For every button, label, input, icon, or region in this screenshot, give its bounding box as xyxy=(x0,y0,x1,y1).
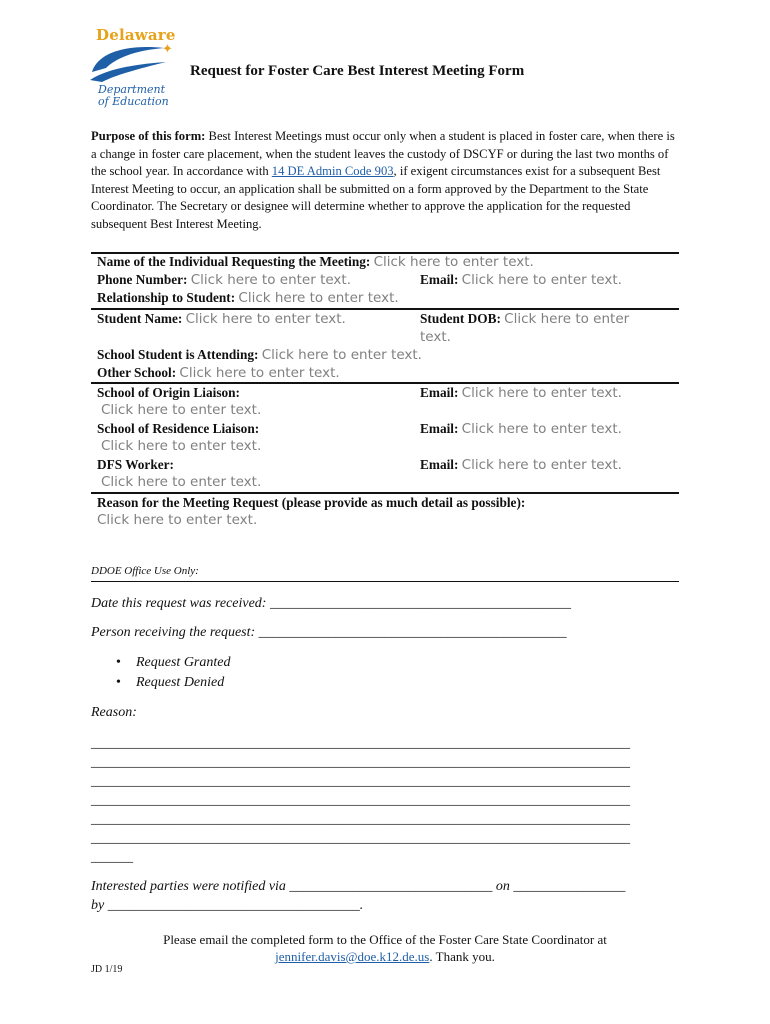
reason-line: _____________________________________________________________________________ xyxy=(91,736,630,751)
student-name-label: Student Name: xyxy=(97,311,183,326)
purpose-text-1: Best Interest Meetings must occur only when a student is placed in foster care, when there is a change in foster care placement, when the student leaves the custody of DSCYF or during the last two months of the school year. In accordance with xyxy=(91,129,675,178)
request-granted-item xyxy=(116,655,230,671)
star-icon: ✦ xyxy=(162,41,173,56)
residence-liaison-label-row xyxy=(97,421,259,437)
origin-liaison-label: School of Origin Liaison: xyxy=(97,385,240,400)
purpose-text-2: , if exigent circumstances exist for a subsequent Best Interest Meeting to occur, an application shall be submitted on a form approved by the Department to the State Coordinator. The Secretary or designee will determine whether to approve the application for the requested subsequent Best Interest Meeting. xyxy=(91,164,661,231)
phone-input[interactable]: Click here to enter text. xyxy=(190,272,352,288)
footer-instructions xyxy=(91,931,679,965)
request-denied-label: Request Denied xyxy=(136,675,225,690)
delaware-doe-logo xyxy=(88,24,178,110)
student-dob-row xyxy=(420,311,629,327)
dfs-email-input[interactable]: Click here to enter text. xyxy=(461,457,622,473)
notified-by-line: by ____________________________________. xyxy=(91,898,364,913)
request-denied-item xyxy=(116,675,224,691)
page-title: Request for Foster Care Best Interest Meeting Form xyxy=(190,63,525,79)
office-divider xyxy=(91,581,679,582)
reason-line: _____________________________________________________________________________ xyxy=(91,755,630,770)
residence-email-row xyxy=(420,421,622,437)
dfs-worker-input[interactable]: Click here to enter text. xyxy=(101,474,262,490)
date-received-line: Date this request was received: ___________________________________________ xyxy=(91,596,571,611)
coordinator-email-link[interactable]: jennifer.davis@doe.k12.de.us xyxy=(275,949,430,964)
reason-line: _____________________________________________________________________________ xyxy=(91,793,630,808)
revision-code: JD 1/19 xyxy=(91,964,123,975)
bullet-icon: • xyxy=(116,675,121,690)
section-divider xyxy=(91,492,679,494)
origin-email-row xyxy=(420,385,622,401)
email-label: Email: xyxy=(420,272,459,287)
relationship-row xyxy=(97,290,399,306)
origin-email-input[interactable]: Click here to enter text. xyxy=(461,385,622,401)
phone-label: Phone Number: xyxy=(97,272,188,287)
reason-line: _____________________________________________________________________________ xyxy=(91,812,630,827)
residence-email-input[interactable]: Click here to enter text. xyxy=(461,421,622,437)
section-divider xyxy=(91,308,679,310)
origin-liaison-label-row xyxy=(97,385,240,401)
relationship-input[interactable]: Click here to enter text. xyxy=(238,290,399,306)
reason-request-input[interactable]: Click here to enter text. xyxy=(97,512,258,528)
purpose-paragraph xyxy=(91,128,681,233)
reason-label: Reason: xyxy=(91,705,137,720)
origin-liaison-input[interactable]: Click here to enter text. xyxy=(101,402,262,418)
relationship-label: Relationship to Student: xyxy=(97,290,236,305)
section-divider xyxy=(91,382,679,384)
bullet-icon: • xyxy=(116,655,121,670)
residence-liaison-label: School of Residence Liaison: xyxy=(97,421,260,436)
requester-input[interactable]: Click here to enter text. xyxy=(373,254,534,270)
reason-line-last: ______ xyxy=(91,850,133,865)
dfs-worker-input-row xyxy=(101,474,261,490)
student-dob-label: Student DOB: xyxy=(420,311,501,326)
requester-label: Name of the Individual Requesting the Meeting: xyxy=(97,254,371,269)
student-dob-input[interactable]: Click here to enter xyxy=(504,311,630,327)
other-school-label: Other School: xyxy=(97,365,177,380)
requester-row xyxy=(97,254,534,270)
dfs-email-row xyxy=(420,457,622,473)
school-attending-row xyxy=(97,347,422,363)
email-label: Email: xyxy=(420,457,459,472)
logo-delaware-text: Delaware xyxy=(96,26,176,44)
other-school-row xyxy=(97,365,340,381)
footer-text: Please email the completed form to the Office of the Foster Care State Coordinator at xyxy=(163,932,607,947)
dfs-worker-label-row xyxy=(97,457,174,473)
residence-liaison-input[interactable]: Click here to enter text. xyxy=(101,438,262,454)
email-label: Email: xyxy=(420,385,459,400)
reason-line: _____________________________________________________________________________ xyxy=(91,831,630,846)
other-school-input[interactable]: Click here to enter text. xyxy=(179,365,340,381)
reason-request-label-row xyxy=(97,495,525,511)
logo-department-text: Department xyxy=(98,83,166,96)
requester-email-input[interactable]: Click here to enter text. xyxy=(461,272,622,288)
email-label: Email: xyxy=(420,421,459,436)
school-attending-input[interactable]: Click here to enter text. xyxy=(261,347,422,363)
school-attending-label: School Student is Attending: xyxy=(97,347,259,362)
student-name-row xyxy=(97,311,346,327)
phone-row xyxy=(97,272,351,288)
reason-request-input-row xyxy=(97,512,257,528)
email-row-requester xyxy=(420,272,622,288)
person-receiving-line: Person receiving the request: ____________________________________________ xyxy=(91,625,567,640)
origin-liaison-input-row xyxy=(101,402,261,418)
office-use-header: DDOE Office Use Only: xyxy=(91,565,199,577)
purpose-label: Purpose of this form: xyxy=(91,129,206,143)
admin-code-link[interactable]: 14 DE Admin Code 903 xyxy=(271,164,394,178)
reason-request-label: Reason for the Meeting Request (please provide as much detail as possible): xyxy=(97,495,526,510)
student-name-input[interactable]: Click here to enter text. xyxy=(185,311,346,327)
student-dob-row-wrap xyxy=(420,329,451,345)
dfs-worker-label: DFS Worker: xyxy=(97,457,174,472)
footer-thanks: . Thank you. xyxy=(429,949,495,964)
student-dob-input-wrap[interactable]: text. xyxy=(420,329,451,345)
residence-liaison-input-row xyxy=(101,438,261,454)
reason-line: _____________________________________________________________________________ xyxy=(91,774,630,789)
notified-line: Interested parties were notified via _____________________________ on ________________ xyxy=(91,879,626,894)
logo-swoosh-icon xyxy=(88,42,168,84)
logo-education-text: of Education xyxy=(98,95,169,108)
request-granted-label: Request Granted xyxy=(136,655,231,670)
